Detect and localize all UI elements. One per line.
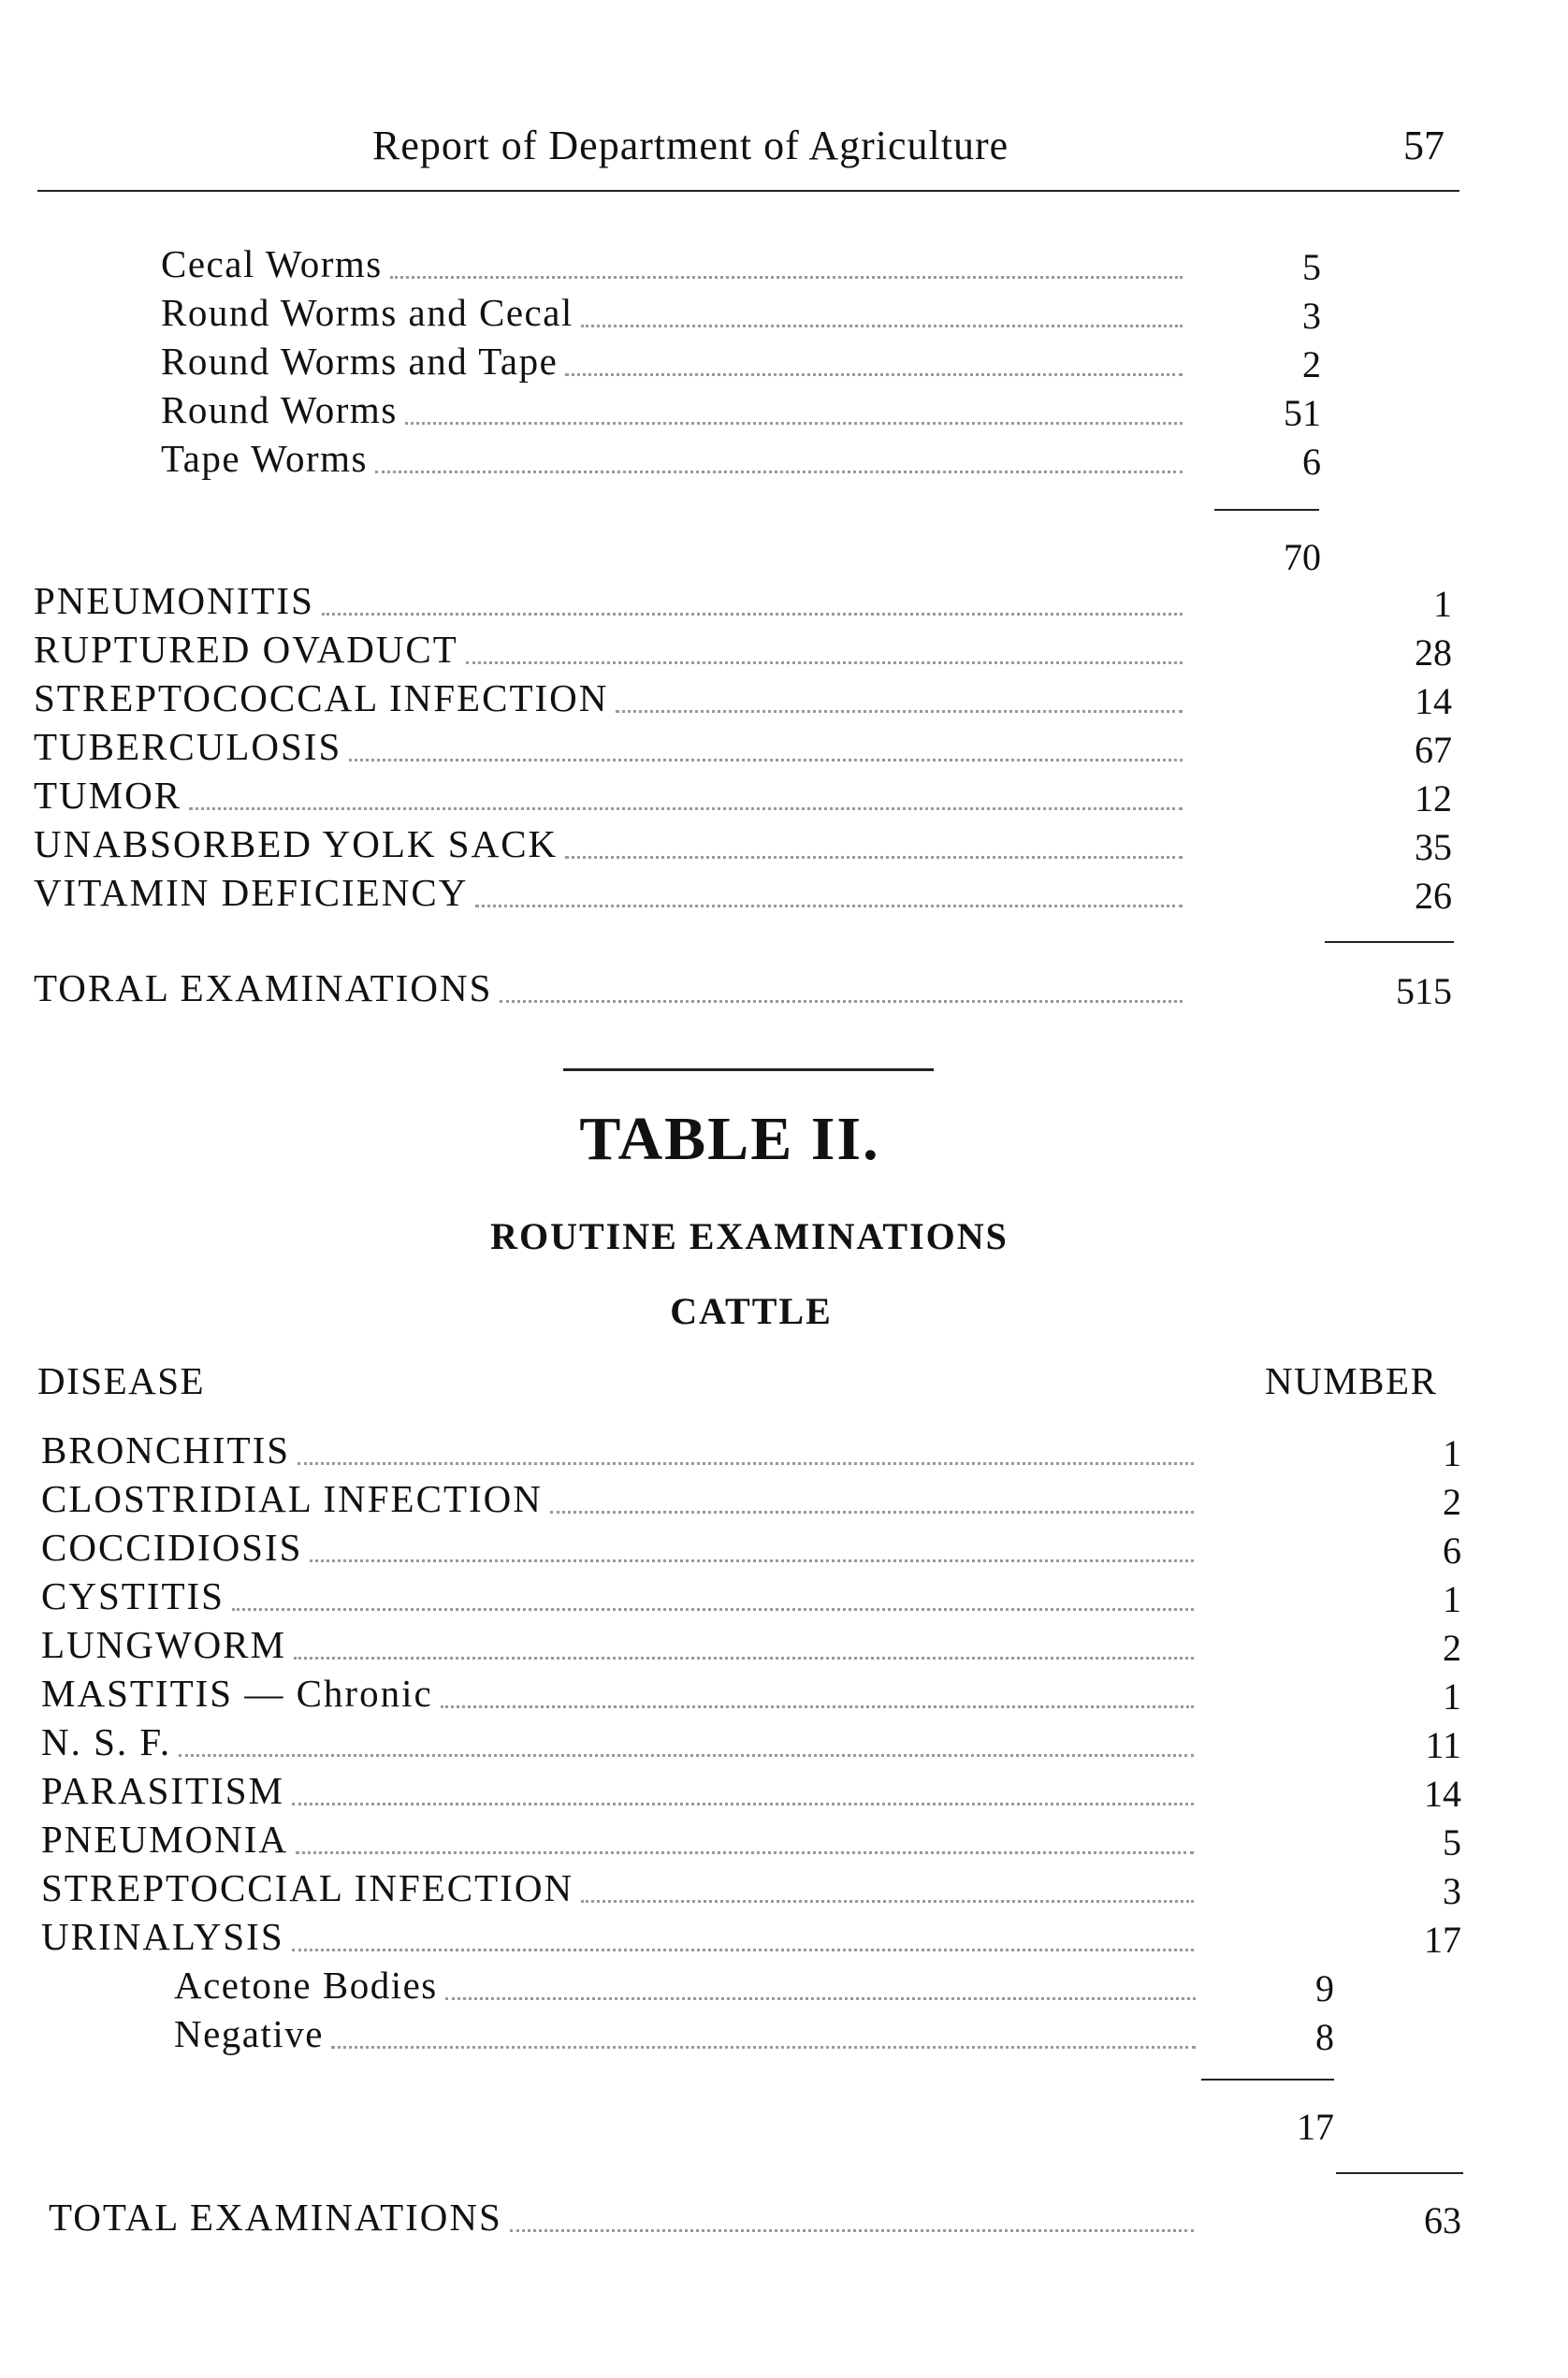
urinalysis-subtotal: 17	[1297, 2106, 1334, 2148]
list-item	[34, 578, 1190, 627]
leader-dots	[296, 1850, 1194, 1854]
running-header-title: Report of Department of Agriculture	[372, 123, 1009, 168]
worms-subtotal: 70	[1284, 536, 1321, 578]
row-label: PARASITISM	[41, 1769, 285, 1812]
item-value: 6	[1302, 441, 1321, 483]
leader-dots	[349, 758, 1183, 761]
item-value: 35	[1415, 826, 1452, 868]
row-value: 3	[1443, 1870, 1461, 1912]
row-value: 2	[1443, 1481, 1461, 1523]
table-row	[41, 1768, 1201, 1817]
row-value: 6	[1443, 1530, 1461, 1572]
table-row	[41, 1914, 1201, 1963]
subtotal-rule	[1214, 509, 1319, 511]
item-label: TUMOR	[34, 774, 182, 817]
list-item	[161, 339, 1190, 387]
item-label: UNABSORBED YOLK SACK	[34, 822, 559, 865]
list-item	[34, 627, 1190, 675]
total-row	[49, 2195, 1201, 2243]
leader-dots	[232, 1607, 1194, 1611]
column-header-number: NUMBER	[1265, 1359, 1438, 1402]
leader-dots	[310, 1559, 1194, 1562]
table-row	[41, 1476, 1201, 1525]
item-label: Round Worms	[161, 388, 398, 431]
list-item	[34, 870, 1190, 919]
item-label: Tape Worms	[161, 437, 369, 480]
row-label: N. S. F.	[41, 1720, 172, 1763]
leader-dots	[550, 1510, 1194, 1514]
leader-dots	[375, 470, 1183, 473]
row-value: 14	[1424, 1773, 1461, 1815]
leader-dots	[189, 806, 1183, 810]
column-header-disease: DISEASE	[37, 1359, 206, 1402]
list-item	[34, 821, 1190, 870]
list-item	[34, 675, 1190, 724]
item-value: 3	[1302, 295, 1321, 337]
table-row	[41, 1671, 1201, 1719]
leader-dots	[179, 1753, 1194, 1757]
row-label: MASTITIS — Chronic	[41, 1672, 433, 1715]
leader-dots	[294, 1656, 1194, 1660]
total-value: 515	[1396, 970, 1452, 1012]
item-value: 67	[1415, 729, 1452, 771]
row-label: LUNGWORM	[41, 1623, 286, 1666]
row-value: 2	[1443, 1627, 1461, 1669]
table-subrow	[174, 2011, 1203, 2060]
table-subtitle: ROUTINE EXAMINATIONS	[490, 1215, 1009, 1257]
row-value: 8	[1315, 2016, 1334, 2058]
row-value: 1	[1443, 1578, 1461, 1620]
row-label: URINALYSIS	[41, 1915, 284, 1958]
table-row	[41, 1719, 1201, 1768]
item-label: Round Worms and Tape	[161, 340, 559, 383]
row-value: 11	[1425, 1724, 1461, 1766]
item-value: 14	[1415, 680, 1452, 722]
item-label: Round Worms and Cecal	[161, 291, 573, 334]
item-value: 28	[1415, 631, 1452, 674]
total-label: TOTAL EXAMINATIONS	[49, 2196, 502, 2239]
list-item	[161, 436, 1190, 485]
row-label: CLOSTRIDIAL INFECTION	[41, 1477, 543, 1520]
total-label: TORAL EXAMINATIONS	[34, 966, 493, 1009]
table-row	[41, 1622, 1201, 1671]
row-label: STREPTOCCIAL INFECTION	[41, 1866, 574, 1909]
table-row	[41, 1865, 1201, 1914]
item-label: Cecal Worms	[161, 242, 383, 285]
row-label: BRONCHITIS	[41, 1428, 291, 1472]
item-label: RUPTURED OVADUCT	[34, 628, 458, 671]
leader-dots	[331, 2045, 1196, 2049]
leader-dots	[292, 1802, 1194, 1805]
leader-dots	[565, 372, 1183, 376]
row-value: 5	[1443, 1821, 1461, 1863]
row-value: 1	[1443, 1675, 1461, 1718]
total-rule	[1336, 2172, 1463, 2174]
leader-dots	[475, 904, 1183, 907]
leader-dots	[500, 999, 1183, 1003]
list-item	[161, 241, 1190, 290]
row-value: 9	[1315, 1967, 1334, 2009]
item-label: TUBERCULOSIS	[34, 725, 342, 768]
table-title: TABLE II.	[579, 1105, 880, 1173]
leader-dots	[466, 660, 1183, 664]
row-label: Negative	[174, 2012, 324, 2055]
table-row	[41, 1573, 1201, 1622]
row-label: COCCIDIOSIS	[41, 1526, 303, 1569]
row-label: CYSTITIS	[41, 1574, 225, 1617]
total-value: 63	[1424, 2199, 1461, 2241]
row-value: 1	[1443, 1432, 1461, 1474]
table-animal: CATTLE	[670, 1290, 833, 1332]
item-label: STREPTOCOCCAL INFECTION	[34, 676, 609, 719]
leader-dots	[581, 1899, 1194, 1903]
leader-dots	[510, 2228, 1194, 2232]
list-item	[161, 387, 1190, 436]
item-value: 5	[1302, 246, 1321, 288]
list-item	[161, 290, 1190, 339]
list-item	[34, 773, 1190, 821]
leader-dots	[390, 275, 1183, 279]
row-label: Acetone Bodies	[174, 1964, 438, 2007]
item-label: PNEUMONITIS	[34, 579, 314, 622]
leader-dots	[445, 1996, 1196, 2000]
leader-dots	[581, 324, 1183, 327]
item-value: 12	[1415, 777, 1452, 819]
leader-dots	[298, 1461, 1194, 1465]
leader-dots	[322, 612, 1183, 616]
leader-dots	[616, 709, 1183, 713]
total-rule	[1325, 941, 1454, 943]
row-label: PNEUMONIA	[41, 1818, 288, 1861]
item-value: 1	[1433, 583, 1452, 625]
header-rule	[37, 190, 1459, 192]
item-value: 26	[1415, 875, 1452, 917]
section-divider	[563, 1068, 934, 1071]
list-item	[34, 724, 1190, 773]
item-label: VITAMIN DEFICIENCY	[34, 871, 469, 914]
page-number: 57	[1403, 123, 1445, 168]
row-value: 17	[1424, 1919, 1461, 1961]
leader-dots	[292, 1948, 1194, 1951]
subtotal-rule	[1201, 2079, 1334, 2081]
total-row	[34, 965, 1190, 1014]
table-subrow	[174, 1963, 1203, 2011]
leader-dots	[441, 1704, 1194, 1708]
item-value: 51	[1284, 392, 1321, 434]
leader-dots	[565, 855, 1183, 859]
table-row	[41, 1525, 1201, 1573]
item-value: 2	[1302, 343, 1321, 385]
leader-dots	[405, 421, 1183, 425]
table-row	[41, 1428, 1201, 1476]
table-row	[41, 1817, 1201, 1865]
